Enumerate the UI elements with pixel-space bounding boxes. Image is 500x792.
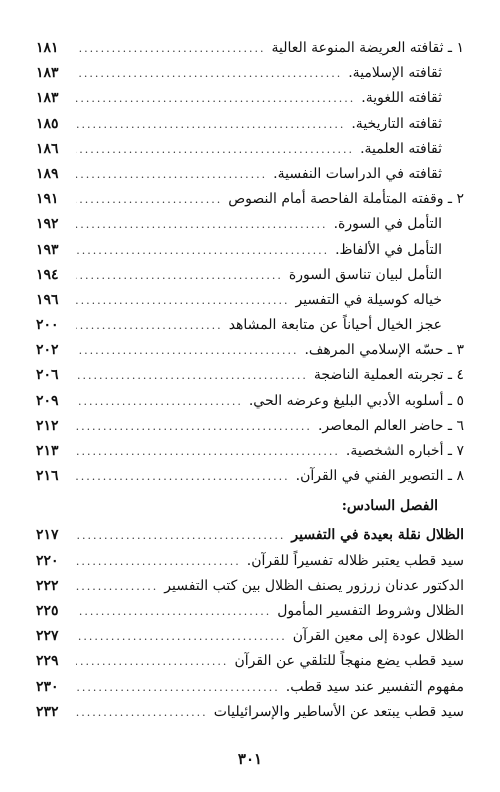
toc-entry-title: التأمل في السورة.	[333, 216, 442, 233]
dot-leader	[76, 549, 241, 574]
table-of-contents	[36, 36, 464, 725]
toc-entry	[36, 414, 464, 439]
dot-leader	[76, 439, 340, 464]
toc-entry-page: ٢١٢	[36, 417, 59, 434]
toc-entry-page: ٢٢٩	[36, 653, 59, 670]
dot-leader	[76, 414, 312, 439]
toc-entry-page: ٢٣٠	[36, 678, 59, 695]
toc-entry-title: ٥ ـ أسلوبه الأدبي البليغ وعرضه الحي.	[248, 392, 464, 409]
toc-entry-title: ٢ ـ وقفته المتأملة الفاحصة أمام النصوص	[228, 191, 464, 208]
toc-entry-title: ثقافته في الدراسات النفسية.	[273, 165, 442, 182]
toc-entry	[36, 439, 464, 464]
toc-entry-page: ٢١٧	[36, 527, 59, 544]
dot-leader	[76, 313, 223, 338]
toc-entry	[36, 313, 464, 338]
toc-entry-page: ٢٣٢	[36, 703, 59, 720]
toc-entry-title: ٣ ـ حسّه الإسلامي المرهف.	[304, 342, 464, 359]
toc-part-2	[36, 523, 464, 725]
dot-leader	[76, 137, 354, 162]
dot-leader	[76, 700, 208, 725]
toc-entry-title: ثقافته اللغوية.	[361, 90, 442, 107]
toc-entry-page: ٢٠٠	[36, 317, 59, 334]
dot-leader	[76, 624, 287, 649]
toc-entry-title: سيد قطب يعتبر ظلاله تفسيراً للقرآن.	[246, 552, 464, 569]
toc-entry-title: عجز الخيال أحياناً عن متابعة المشاهد	[228, 317, 442, 334]
dot-leader	[76, 649, 228, 674]
toc-entry-title: خياله كوسيلة في التفسير	[295, 291, 442, 308]
toc-entry	[36, 675, 464, 700]
toc-entry	[36, 599, 464, 624]
toc-entry-title: ٧ ـ أخباره الشخصية.	[345, 443, 464, 459]
toc-entry-title: ٨ ـ التصوير الفني في القرآن.	[295, 468, 464, 485]
dot-leader	[76, 338, 298, 363]
toc-entry-title: مفهوم التفسير عند سيد قطب.	[285, 678, 464, 695]
toc-entry-title: ٤ ـ تجربته العملية الناضجة	[313, 367, 464, 384]
dot-leader	[76, 187, 222, 212]
dot-leader	[76, 464, 290, 489]
toc-entry	[36, 549, 464, 574]
dot-leader	[76, 523, 285, 548]
dot-leader	[76, 599, 271, 624]
toc-entry-page: ٢٠٩	[36, 392, 59, 409]
toc-entry-title: سيد قطب يضع منهجاً للتلقي عن القرآن	[234, 653, 464, 670]
dot-leader	[76, 675, 280, 700]
dot-leader	[76, 212, 328, 237]
toc-entry-title: الدكتور عدنان زرزور يصنف الظلال بين كتب التفسير	[164, 577, 464, 594]
toc-entry-page: ١٩١	[36, 191, 59, 208]
toc-entry-title: ثقافته العلمية.	[360, 140, 442, 157]
toc-entry-page: ١٨٣	[36, 90, 59, 107]
dot-leader	[76, 574, 158, 599]
toc-entry	[36, 36, 464, 61]
toc-entry-title: الظلال نقلة بعيدة في التفسير	[291, 527, 464, 544]
toc-entry-title: ثقافته الإسلامية.	[348, 65, 442, 82]
toc-entry	[36, 162, 464, 187]
dot-leader	[76, 238, 329, 263]
dot-leader	[76, 263, 283, 288]
toc-entry	[36, 187, 464, 212]
dot-leader	[76, 162, 267, 187]
toc-entry	[36, 649, 464, 674]
toc-entry-title: التأمل في الألفاظ.	[335, 241, 442, 258]
toc-entry-page: ٢٠٢	[36, 342, 59, 359]
toc-entry	[36, 363, 464, 388]
dot-leader	[76, 36, 266, 61]
toc-entry	[36, 137, 464, 162]
toc-entry	[36, 212, 464, 237]
dot-leader	[76, 61, 342, 86]
toc-entry-page: ١٩٢	[36, 216, 59, 233]
toc-entry	[36, 700, 464, 725]
toc-entry-page: ٢١٦	[36, 468, 59, 485]
dot-leader	[76, 112, 345, 137]
section-header: الفصل السادس:	[341, 498, 438, 515]
toc-entry-page: ١٨٦	[36, 140, 59, 157]
toc-entry-page: ١٨٩	[36, 165, 59, 182]
dot-leader	[76, 86, 355, 111]
toc-entry	[36, 238, 464, 263]
toc-entry-title: الظلال عودة إلى معين القرآن	[292, 628, 464, 645]
toc-entry-page: ٢٢٥	[36, 602, 59, 619]
toc-entry-title: سيد قطب يبتعد عن الأساطير والإسرائيليات	[213, 703, 464, 720]
toc-entry-title: ٦ ـ حاضر العالم المعاصر.	[317, 417, 464, 434]
toc-entry	[36, 263, 464, 288]
toc-entry-page: ٢١٣	[36, 443, 59, 459]
toc-entry-page: ٢٢٠	[36, 552, 59, 569]
page-number: ٣٠١	[237, 750, 263, 768]
toc-entry-page: ٢٠٦	[36, 367, 59, 384]
toc-entry	[36, 288, 464, 313]
toc-entry	[36, 464, 464, 489]
toc-entry	[36, 112, 464, 137]
toc-entry	[36, 624, 464, 649]
toc-entry	[36, 574, 464, 599]
toc-entry-page: ١٩٦	[36, 291, 59, 308]
toc-entry	[36, 61, 464, 86]
toc-entry-page: ١٩٤	[36, 266, 59, 283]
toc-entry-title: الظلال وشروط التفسير المأمول	[277, 602, 464, 619]
toc-entry-title: التأمل لبيان تناسق السورة	[288, 266, 442, 283]
dot-leader	[76, 389, 243, 414]
toc-entry	[36, 389, 464, 414]
dot-leader	[76, 288, 289, 313]
toc-entry-title: ١ ـ ثقافته العريضة المنوعة العالية	[271, 40, 464, 56]
toc-entry	[36, 523, 464, 548]
toc-entry-page: ١٨١	[36, 40, 59, 56]
toc-entry	[36, 338, 464, 363]
toc-entry-title: ثقافته التاريخية.	[351, 115, 442, 132]
dot-leader	[76, 363, 308, 388]
toc-entry-page: ٢٢٧	[36, 628, 59, 645]
toc-entry	[36, 86, 464, 111]
toc-entry-page: ١٨٣	[36, 65, 59, 82]
toc-entry-page: ١٨٥	[36, 115, 59, 132]
toc-entry-page: ١٩٣	[36, 241, 59, 258]
toc-entry-page: ٢٢٢	[36, 577, 59, 594]
toc-part-1	[36, 36, 464, 489]
